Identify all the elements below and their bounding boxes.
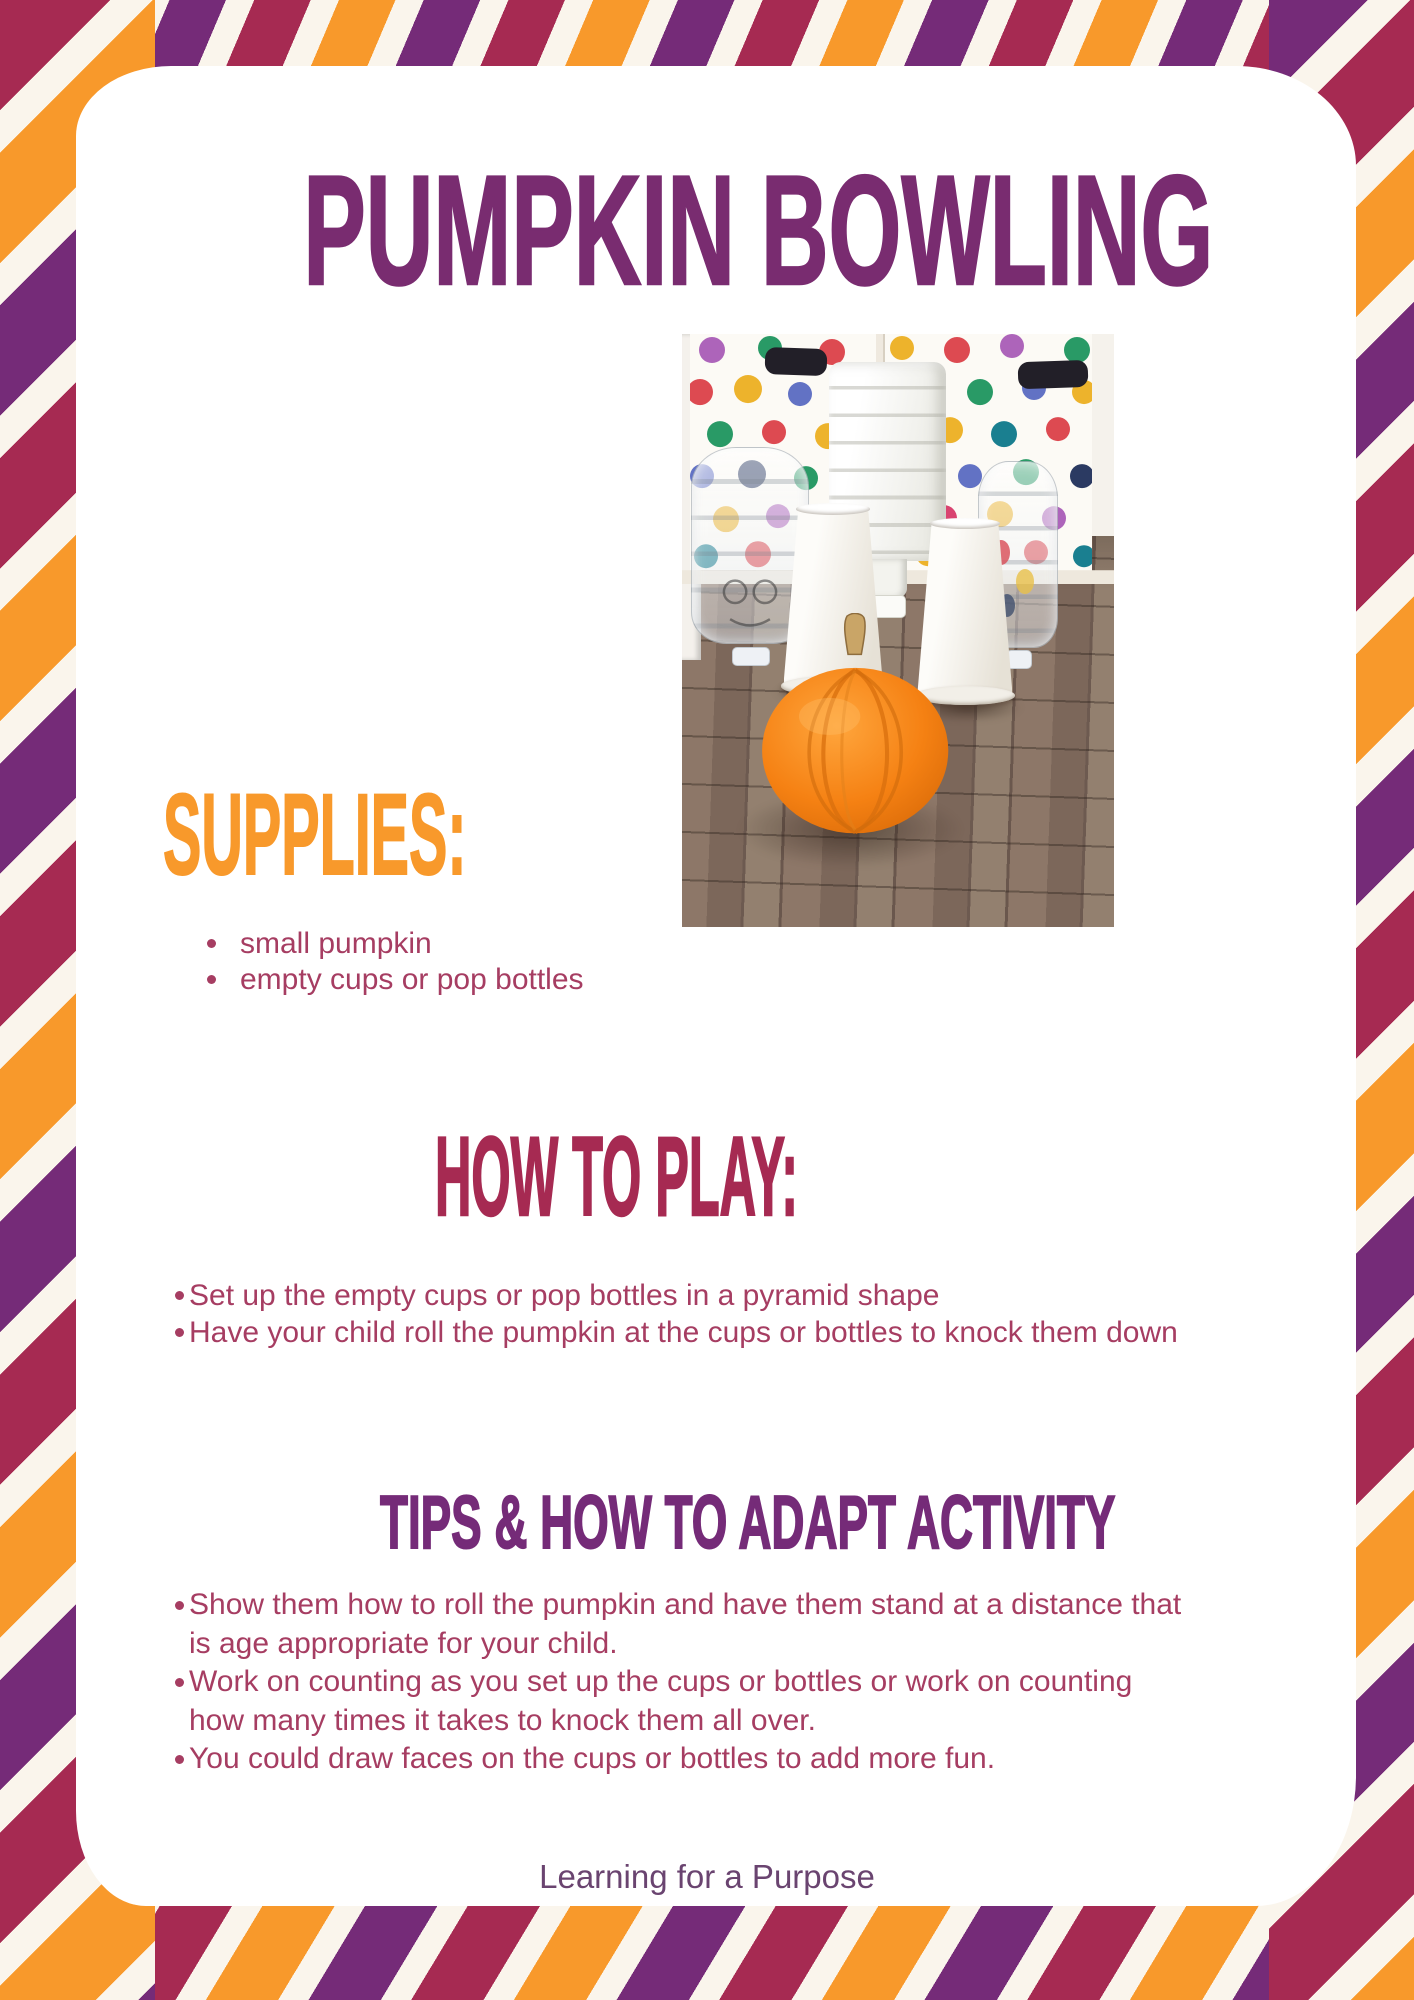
how-to-play-heading <box>435 1112 1242 1241</box>
supplies-heading-text: SUPPLIES: <box>163 771 467 899</box>
list-item <box>175 1586 1194 1663</box>
list-item-text: Have your child roll the pumpkin at the cups or bottles to knock them down <box>189 1316 1178 1349</box>
supplies-list <box>207 926 967 998</box>
bin-handle-slot-right <box>1018 360 1089 389</box>
tips-heading-text: TIPS & HOW TO ADAPT ACTIVITY <box>380 1480 1116 1564</box>
pumpkin-stem <box>844 613 864 654</box>
list-item-text: small pumpkin <box>240 927 432 960</box>
cup-top <box>796 503 870 515</box>
list-item-text: Show them how to roll the pumpkin and have them stand at a distance that is age appropriate for your child. <box>189 1588 1182 1660</box>
list-item <box>175 1663 1194 1740</box>
page-title-text: PUMPKIN BOWLING <box>303 144 1214 318</box>
bin-handle-slot-left <box>765 347 828 376</box>
list-item-text: Set up the empty cups or pop bottles in a pyramid shape <box>189 1279 940 1312</box>
list-item <box>175 1277 1300 1314</box>
footer-brand-text: Learning for a Purpose <box>539 1858 875 1895</box>
how-to-play-heading-text: HOW TO PLAY: <box>435 1114 799 1239</box>
how-to-play-list <box>175 1277 1300 1351</box>
list-item-text: Work on counting as you set up the cups or bottles or work on counting how many times it takes to knock them all over. <box>189 1665 1133 1737</box>
tips-heading <box>380 1479 1414 1565</box>
page-title <box>0 142 1414 321</box>
tips-list <box>175 1586 1194 1779</box>
list-item-text: empty cups or pop bottles <box>240 963 584 996</box>
list-item-text: You could draw faces on the cups or bottles to add more fun. <box>189 1742 996 1775</box>
photo-pumpkin <box>758 613 952 835</box>
pom-pom-yellow <box>1016 569 1034 594</box>
list-item <box>175 1314 1300 1351</box>
cup-top <box>930 518 1000 529</box>
list-item <box>175 1740 1194 1779</box>
list-item <box>207 962 967 998</box>
list-item <box>207 926 967 962</box>
supplies-heading <box>163 769 770 901</box>
